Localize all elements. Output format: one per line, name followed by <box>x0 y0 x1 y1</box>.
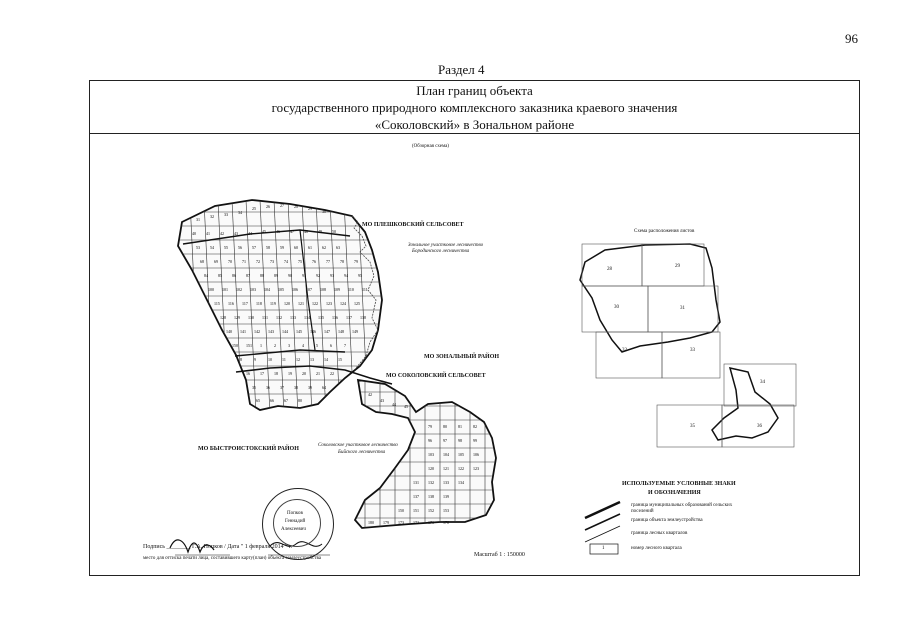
svg-text:133: 133 <box>290 315 296 320</box>
legend-item-object: граница объекта землеустройства <box>631 518 703 523</box>
legend-item-number: номер лесного квартала <box>631 546 682 551</box>
svg-text:44: 44 <box>248 231 252 236</box>
svg-text:118: 118 <box>256 301 262 306</box>
svg-text:3: 3 <box>288 343 290 348</box>
svg-text:72: 72 <box>256 259 260 264</box>
svg-text:82: 82 <box>473 424 477 429</box>
svg-text:26: 26 <box>266 204 270 209</box>
label-bystroistoksky: МО БЫСТРОИСТОКСКИЙ РАЙОН <box>198 446 299 452</box>
svg-text:135: 135 <box>318 315 324 320</box>
label-sokol-forestry-2: Бийского лесничества <box>338 450 386 455</box>
svg-text:119: 119 <box>270 301 276 306</box>
svg-text:137: 137 <box>413 494 419 499</box>
svg-text:121: 121 <box>443 466 449 471</box>
svg-text:78: 78 <box>340 259 344 264</box>
svg-text:13: 13 <box>310 357 314 362</box>
svg-text:150: 150 <box>232 343 238 348</box>
svg-text:5: 5 <box>316 343 318 348</box>
signature-caption: место для оттиска печати лица, составившего карту(план) объекта землеустройства <box>143 556 322 561</box>
svg-text:54: 54 <box>210 245 214 250</box>
svg-text:16: 16 <box>246 371 250 376</box>
svg-text:9: 9 <box>254 357 256 362</box>
svg-text:28: 28 <box>294 204 298 209</box>
stamp-line-3: Алексеевич <box>281 527 306 532</box>
svg-text:172: 172 <box>413 520 419 525</box>
sheet-33: 33 <box>690 348 695 353</box>
svg-text:1: 1 <box>260 343 262 348</box>
svg-text:39: 39 <box>308 385 312 390</box>
svg-text:30: 30 <box>322 209 326 214</box>
svg-text:136: 136 <box>332 315 338 320</box>
title-line-1: План границ объекта <box>416 83 533 98</box>
svg-text:105: 105 <box>278 287 284 292</box>
svg-text:2: 2 <box>274 343 276 348</box>
sheet-scheme <box>580 244 796 447</box>
svg-text:134: 134 <box>458 480 464 485</box>
svg-text:97: 97 <box>443 438 447 443</box>
svg-text:33: 33 <box>224 212 228 217</box>
label-zonal-forestry-1: Зональное участковое лесничество <box>408 243 484 248</box>
svg-text:75: 75 <box>298 259 302 264</box>
svg-text:107: 107 <box>306 287 312 292</box>
svg-text:79: 79 <box>354 259 358 264</box>
svg-text:180: 180 <box>368 520 374 525</box>
svg-text:117: 117 <box>242 301 248 306</box>
svg-text:143: 143 <box>268 329 274 334</box>
svg-text:22: 22 <box>330 371 334 376</box>
svg-text:131: 131 <box>413 480 419 485</box>
sheet-36: 36 <box>757 424 762 429</box>
svg-text:45: 45 <box>262 229 266 234</box>
svg-text:18: 18 <box>274 371 278 376</box>
svg-text:37: 37 <box>280 385 284 390</box>
svg-text:104: 104 <box>264 287 270 292</box>
title-line-2: государственного природного комплексного заказника краевого значения <box>271 100 678 115</box>
legend-title-1: ИСПОЛЬЗУЕМЫЕ УСЛОВНЫЕ ЗНАКИ <box>622 481 736 487</box>
sheet-35: 35 <box>690 424 695 429</box>
legend-item-quarters: граница лесных кварталов <box>631 531 688 536</box>
svg-text:121: 121 <box>298 301 304 306</box>
svg-text:98: 98 <box>458 438 462 443</box>
svg-text:170: 170 <box>443 520 449 525</box>
svg-text:120: 120 <box>284 301 290 306</box>
svg-text:35: 35 <box>252 385 256 390</box>
sheet-28: 28 <box>607 267 612 272</box>
svg-text:89: 89 <box>274 273 278 278</box>
svg-text:88: 88 <box>260 273 264 278</box>
label-ploshkovsky: МО ПЛЕШКОВСКИЙ СЕЛЬСОВЕТ <box>362 222 464 228</box>
svg-text:79: 79 <box>428 424 432 429</box>
svg-text:55: 55 <box>224 245 228 250</box>
svg-text:87: 87 <box>246 273 250 278</box>
svg-text:141: 141 <box>240 329 246 334</box>
svg-text:48: 48 <box>304 229 308 234</box>
svg-text:42: 42 <box>220 231 224 236</box>
svg-text:115: 115 <box>214 301 220 306</box>
svg-text:57: 57 <box>252 245 256 250</box>
svg-text:151: 151 <box>413 508 419 513</box>
legend-item-municipal: граница муниципальных образований сельских поселений <box>631 503 733 514</box>
svg-text:138: 138 <box>428 494 434 499</box>
svg-text:93: 93 <box>330 273 334 278</box>
svg-text:138: 138 <box>360 315 366 320</box>
svg-text:64: 64 <box>322 385 326 390</box>
svg-text:38: 38 <box>294 385 298 390</box>
svg-text:147: 147 <box>324 329 330 334</box>
svg-text:36: 36 <box>266 385 270 390</box>
svg-text:102: 102 <box>236 287 242 292</box>
svg-text:120: 120 <box>428 466 434 471</box>
svg-text:63: 63 <box>336 245 340 250</box>
svg-text:148: 148 <box>338 329 344 334</box>
svg-text:124: 124 <box>340 301 346 306</box>
sheet-31: 31 <box>680 306 685 311</box>
svg-text:62: 62 <box>322 245 326 250</box>
svg-text:6: 6 <box>330 343 332 348</box>
svg-text:7: 7 <box>344 343 346 348</box>
legend-title-2: И ОБОЗНАЧЕНИЯ <box>648 490 701 496</box>
page-number: 96 <box>845 31 858 46</box>
svg-text:10: 10 <box>268 357 272 362</box>
svg-text:76: 76 <box>312 259 316 264</box>
svg-text:68: 68 <box>200 259 204 264</box>
stamp-line-2: Геннадий <box>285 519 306 524</box>
title-line-3: «Соколовский» в Зональном районе <box>374 117 575 132</box>
sheet-30: 30 <box>614 305 619 310</box>
sheet-29: 29 <box>675 264 680 269</box>
svg-text:134: 134 <box>304 315 310 320</box>
svg-text:44: 44 <box>392 402 396 407</box>
svg-text:132: 132 <box>428 480 434 485</box>
svg-text:73: 73 <box>270 259 274 264</box>
svg-text:149: 149 <box>352 329 358 334</box>
svg-text:111: 111 <box>362 287 368 292</box>
label-zonal-forestry-2: Бородинского лесничества <box>412 249 470 254</box>
svg-text:140: 140 <box>226 329 232 334</box>
sheet-32: 32 <box>622 348 627 353</box>
svg-text:171: 171 <box>428 520 434 525</box>
svg-text:105: 105 <box>458 452 464 457</box>
svg-text:92: 92 <box>316 273 320 278</box>
overview-label: (Обзорная схема) <box>412 144 449 149</box>
svg-text:70: 70 <box>228 259 232 264</box>
svg-text:66: 66 <box>270 398 274 403</box>
svg-text:67: 67 <box>284 398 288 403</box>
svg-text:137: 137 <box>346 315 352 320</box>
scale-label: Масштаб 1 : 150000 <box>474 552 525 558</box>
svg-text:27: 27 <box>280 203 284 208</box>
svg-text:42: 42 <box>368 392 372 397</box>
svg-text:123: 123 <box>473 466 479 471</box>
svg-text:103: 103 <box>250 287 256 292</box>
svg-text:103: 103 <box>428 452 434 457</box>
north-forest-area <box>170 200 390 415</box>
svg-text:131: 131 <box>262 315 268 320</box>
svg-text:100: 100 <box>208 287 214 292</box>
legend-sample-number: 1 <box>602 546 605 551</box>
svg-text:173: 173 <box>398 520 404 525</box>
svg-text:40: 40 <box>192 231 196 236</box>
svg-text:106: 106 <box>473 452 479 457</box>
section-heading: Раздел 4 <box>438 62 485 77</box>
svg-text:69: 69 <box>214 259 218 264</box>
svg-text:4: 4 <box>302 343 304 348</box>
svg-text:142: 142 <box>254 329 260 334</box>
svg-text:60: 60 <box>294 245 298 250</box>
svg-text:71: 71 <box>242 259 246 264</box>
signature-line: Подпись ________ Г.А. Попков / Дата " 1 февраля 2014 " г. <box>143 544 293 550</box>
label-sokol-forestry-1: Соколовское участковое лесничество <box>318 443 398 448</box>
svg-text:17: 17 <box>260 371 264 376</box>
svg-text:74: 74 <box>284 259 288 264</box>
svg-text:29: 29 <box>308 206 312 211</box>
svg-text:12: 12 <box>296 357 300 362</box>
sheet-34: 34 <box>760 380 765 385</box>
svg-text:133: 133 <box>443 480 449 485</box>
svg-text:14: 14 <box>324 357 328 362</box>
svg-text:31: 31 <box>196 217 200 222</box>
svg-text:122: 122 <box>312 301 318 306</box>
stamp-line-1: Попков <box>287 511 303 516</box>
svg-text:153: 153 <box>443 508 449 513</box>
svg-text:56: 56 <box>238 245 242 250</box>
svg-text:85: 85 <box>218 273 222 278</box>
svg-text:104: 104 <box>443 452 449 457</box>
svg-text:43: 43 <box>380 398 384 403</box>
svg-text:86: 86 <box>232 273 236 278</box>
svg-text:108: 108 <box>320 287 326 292</box>
svg-text:47: 47 <box>290 229 294 234</box>
svg-text:49: 49 <box>318 229 322 234</box>
svg-text:132: 132 <box>276 315 282 320</box>
svg-text:128: 128 <box>220 315 226 320</box>
label-sokolovsky: МО СОКОЛОВСКИЙ СЕЛЬСОВЕТ <box>386 373 486 379</box>
svg-text:11: 11 <box>282 357 286 362</box>
svg-text:59: 59 <box>280 245 284 250</box>
svg-text:43: 43 <box>234 231 238 236</box>
svg-text:145: 145 <box>296 329 302 334</box>
svg-text:95: 95 <box>358 273 362 278</box>
svg-text:179: 179 <box>383 520 389 525</box>
svg-text:122: 122 <box>458 466 464 471</box>
sheet-scheme-title: Схема расположения листов <box>634 229 695 234</box>
svg-text:94: 94 <box>344 273 348 278</box>
svg-text:21: 21 <box>316 371 320 376</box>
svg-text:96: 96 <box>428 438 432 443</box>
svg-text:80: 80 <box>298 398 302 403</box>
svg-text:32: 32 <box>210 214 214 219</box>
svg-text:130: 130 <box>248 315 254 320</box>
svg-text:77: 77 <box>326 259 330 264</box>
svg-text:116: 116 <box>228 301 234 306</box>
svg-text:90: 90 <box>288 273 292 278</box>
svg-text:45: 45 <box>404 404 408 409</box>
svg-text:8: 8 <box>240 357 242 362</box>
svg-text:20: 20 <box>302 371 306 376</box>
svg-text:84: 84 <box>204 273 208 278</box>
svg-text:41: 41 <box>206 231 210 236</box>
svg-text:19: 19 <box>288 371 292 376</box>
svg-text:34: 34 <box>238 210 242 215</box>
label-zonal-district: МО ЗОНАЛЬНЫЙ РАЙОН <box>424 354 500 360</box>
svg-text:146: 146 <box>310 329 316 334</box>
svg-text:58: 58 <box>266 245 270 250</box>
svg-text:106: 106 <box>292 287 298 292</box>
svg-text:46: 46 <box>276 229 280 234</box>
svg-text:123: 123 <box>326 301 332 306</box>
svg-text:101: 101 <box>222 287 228 292</box>
svg-text:50: 50 <box>332 229 336 234</box>
svg-text:144: 144 <box>282 329 288 334</box>
svg-text:80: 80 <box>443 424 447 429</box>
svg-text:129: 129 <box>234 315 240 320</box>
svg-text:150: 150 <box>398 508 404 513</box>
svg-text:152: 152 <box>428 508 434 513</box>
svg-text:99: 99 <box>473 438 477 443</box>
svg-text:25: 25 <box>252 206 256 211</box>
svg-text:110: 110 <box>348 287 354 292</box>
svg-text:15: 15 <box>338 357 342 362</box>
svg-text:91: 91 <box>302 273 306 278</box>
svg-text:151: 151 <box>246 343 252 348</box>
svg-text:81: 81 <box>458 424 462 429</box>
svg-text:65: 65 <box>256 398 260 403</box>
svg-text:61: 61 <box>308 245 312 250</box>
svg-text:109: 109 <box>334 287 340 292</box>
svg-text:139: 139 <box>443 494 449 499</box>
svg-text:53: 53 <box>196 245 200 250</box>
svg-text:125: 125 <box>354 301 360 306</box>
